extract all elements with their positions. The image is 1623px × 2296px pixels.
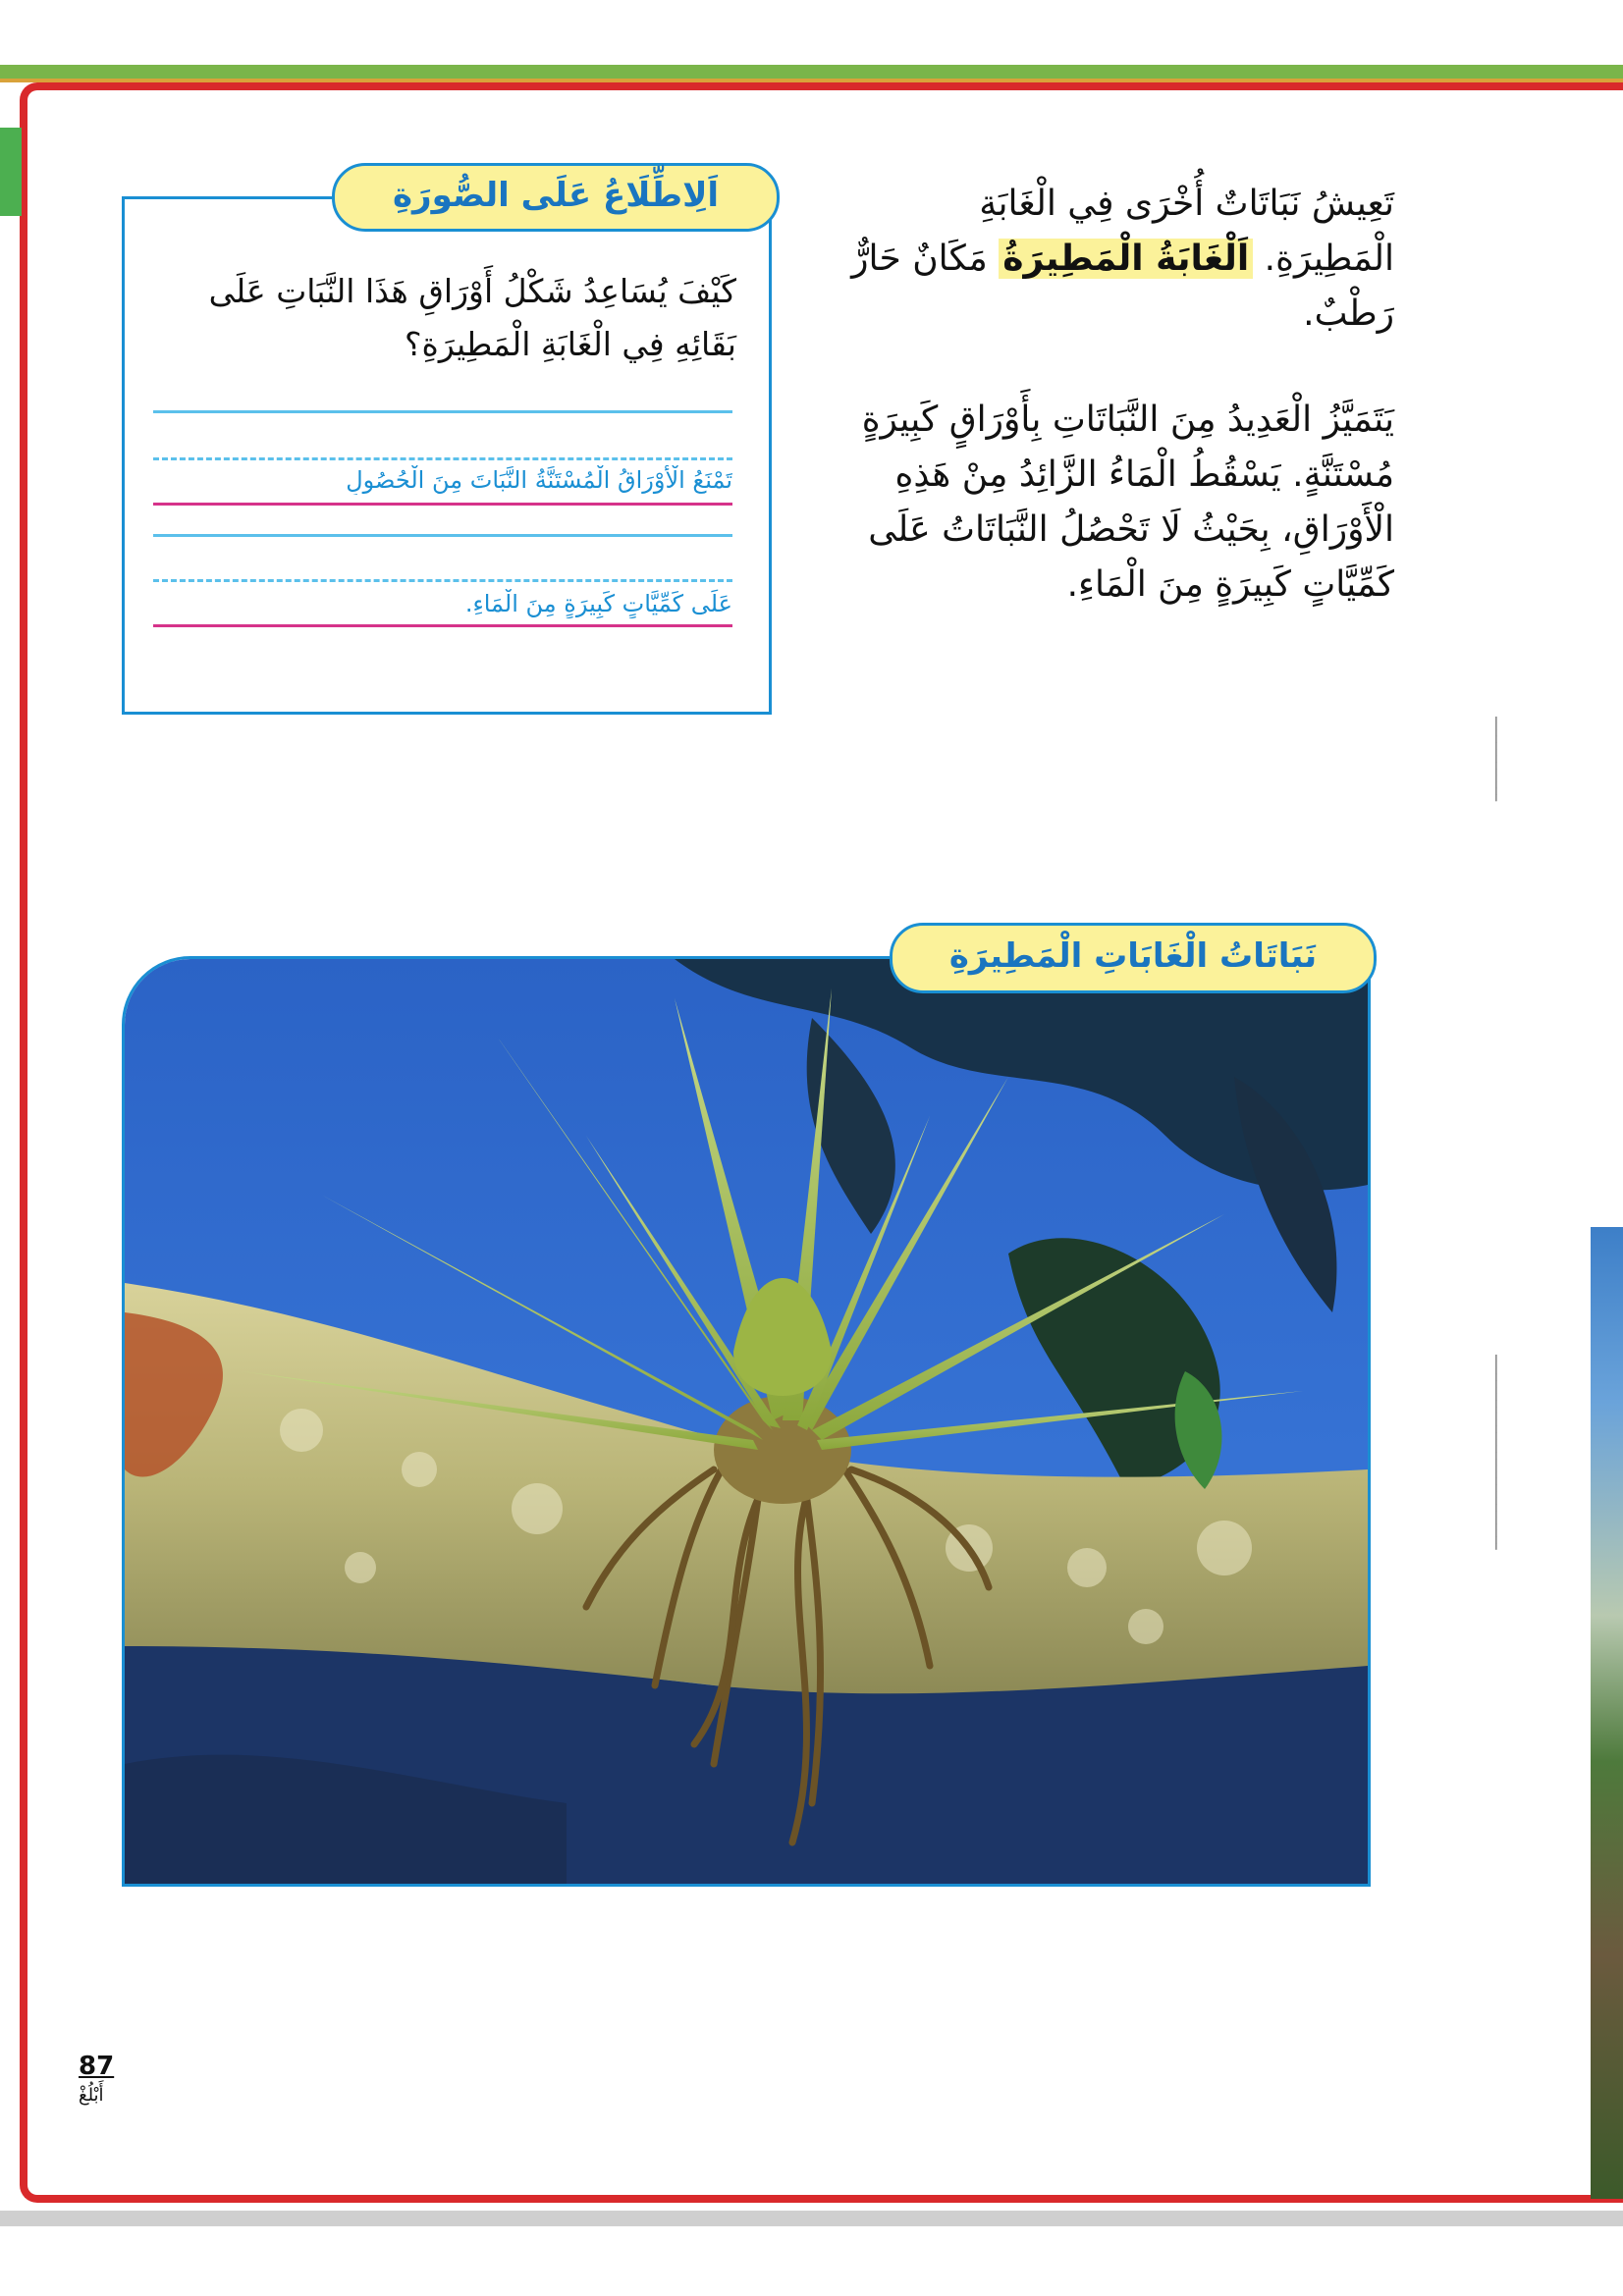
- writing-line-base: [153, 503, 732, 506]
- photo-credit-side: ──────────────────────────────: [1489, 1355, 1502, 1550]
- writing-line-top: [153, 534, 732, 537]
- picture-look-question: كَيْفَ يُسَاعِدُ شَكْلُ أَوْرَاقِ هَذَا النَّبَاتِ عَلَى بَقَائِهِ فِي الْغَابَةِ الْمَطِيرَةِ؟: [208, 272, 736, 363]
- paragraph1-text-end: مَكَانٌ حَارٌّ رَطْبٌ.: [851, 239, 1394, 334]
- page-number: 87: [79, 2052, 115, 2081]
- bottom-grey-band: [0, 2211, 1623, 2226]
- writing-line-base: [153, 624, 732, 627]
- page-label: أَبْلُغْ: [79, 2085, 104, 2106]
- paragraph-rainforest-intro: [844, 177, 1394, 342]
- answer-line-2: عَلَى كَمِّيَّاتٍ كَبِيرَةٍ مِنَ الْمَاءِ.: [464, 590, 732, 617]
- rainforest-plant-photo: [122, 956, 1371, 1887]
- picture-look-title: اَلِاطِّلَاعُ عَلَى الصُّورَةِ: [332, 163, 780, 232]
- adjacent-page-photo: [1591, 1227, 1623, 2199]
- answer-line-1: تَمْنَعُ الْأَوْرَاقُ الْمُسْتَنَّةُ النَّبَاتَ مِنَ الْحُصُولِ: [346, 466, 732, 494]
- photo-title: نَبَاتَاتُ الْغَابَاتِ الْمَطِيرَةِ: [890, 923, 1377, 993]
- writing-line-top: [153, 410, 732, 413]
- paragraph-leaves: يَتَمَيَّزُ الْعَدِيدُ مِنَ النَّبَاتَاتِ بِأَوْرَاقٍ كَبِيرَةٍ مُسْتَنَّةٍ. يَسْقُطُ الْمَاءُ الزَّائِدُ مِنْ هَذِهِ الْأَوْرَاقِ، بِحَيْثُ لَا تَحْصُلُ النَّبَاتَاتُ عَلَى كَمِّيَّاتٍ كَبِيرَةٍ مِنَ الْمَاءِ.: [861, 400, 1394, 605]
- writing-line-dashed: [153, 457, 732, 460]
- left-green-tab: [0, 128, 22, 216]
- top-green-band: [0, 65, 1623, 79]
- photo-credit-top: ─────────────: [1489, 717, 1502, 802]
- writing-line-dashed: [153, 579, 732, 582]
- highlighted-term: اَلْغَابَةُ الْمَطِيرَةُ: [999, 239, 1253, 279]
- plant-illustration: [125, 959, 1368, 1884]
- paragraph1-text-start: تَعِيشُ نَبَاتَاتٌ أُخْرَى فِي الْغَابَةِ الْمَطِيرَةِ.: [979, 184, 1394, 279]
